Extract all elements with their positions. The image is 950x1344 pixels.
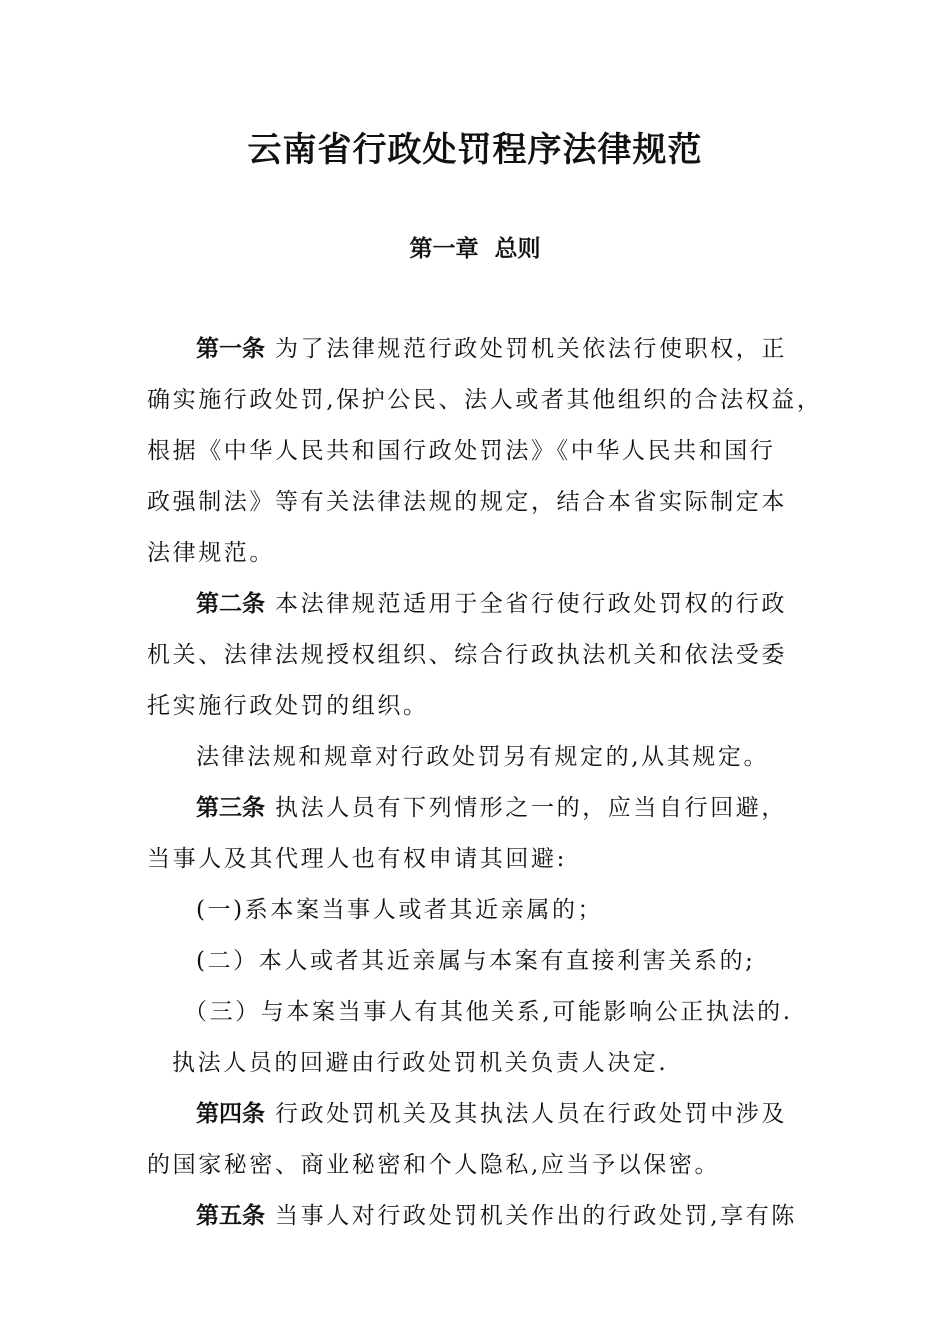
article-text: 本法律规范适用于全省行使行政处罚权的行政 [275,591,787,617]
article-line [147,1197,807,1248]
article-5 [147,1197,807,1248]
article-2 [147,585,807,789]
article-line [147,1095,807,1146]
article-text: 为了法律规范行政处罚机关依法行使职权，正 [275,336,787,362]
article-line: 法律规范。 [147,540,275,566]
chapter-title: 第一章 总则 [409,236,541,262]
article-line [147,585,807,636]
article-line: 托实施行政处罚的组织。 [147,693,429,719]
article-line: 机关、法律法规授权组织、综合行政执法机关和依法受委 [147,642,787,668]
article-1 [147,330,823,585]
article-label: 第二条 [196,591,265,617]
article-line [147,789,807,840]
article-label: 第四条 [196,1101,265,1127]
article-line: 根据《中华人民共和国行政处罚法》《中华人民共和国行 [147,438,776,464]
article-4 [147,1095,807,1197]
article-label: 第三条 [196,795,265,821]
article-item: (一)系本案当事人或者其近亲属的； [196,897,604,923]
document-body [147,330,823,1248]
article-text: 行政处罚机关及其执法人员在行政处罚中涉及 [275,1101,787,1127]
article-3 [147,789,807,1095]
document-title: 云南省行政处罚程序法律规范 [247,130,703,170]
article-paragraph: 法律法规和规章对行政处罚另有规定的,从其规定。 [196,744,770,770]
article-line: 当事人及其代理人也有权申请其回避: [147,846,567,872]
article-line: 政强制法》等有关法律法规的规定，结合本省实际制定本 [147,489,787,515]
article-text: 执法人员有下列情形之一的，应当自行回避， [275,795,787,821]
article-text: 当事人对行政处罚机关作出的行政处罚,享有陈 [275,1203,797,1229]
article-line [147,330,807,381]
article-item: （三）与本案当事人有其他关系,可能影响公正执法的. [184,999,793,1025]
article-line: 确实施行政处罚,保护公民、法人或者其他组织的合法权益， [147,387,823,413]
article-item: (二）本人或者其近亲属与本案有直接利害关系的; [196,948,756,974]
article-line: 的国家秘密、商业秘密和个人隐私,应当予以保密。 [147,1152,721,1178]
article-label: 第一条 [196,336,265,362]
article-paragraph: 执法人员的回避由行政处罚机关负责人决定. [172,1050,669,1076]
article-label: 第五条 [196,1203,265,1229]
